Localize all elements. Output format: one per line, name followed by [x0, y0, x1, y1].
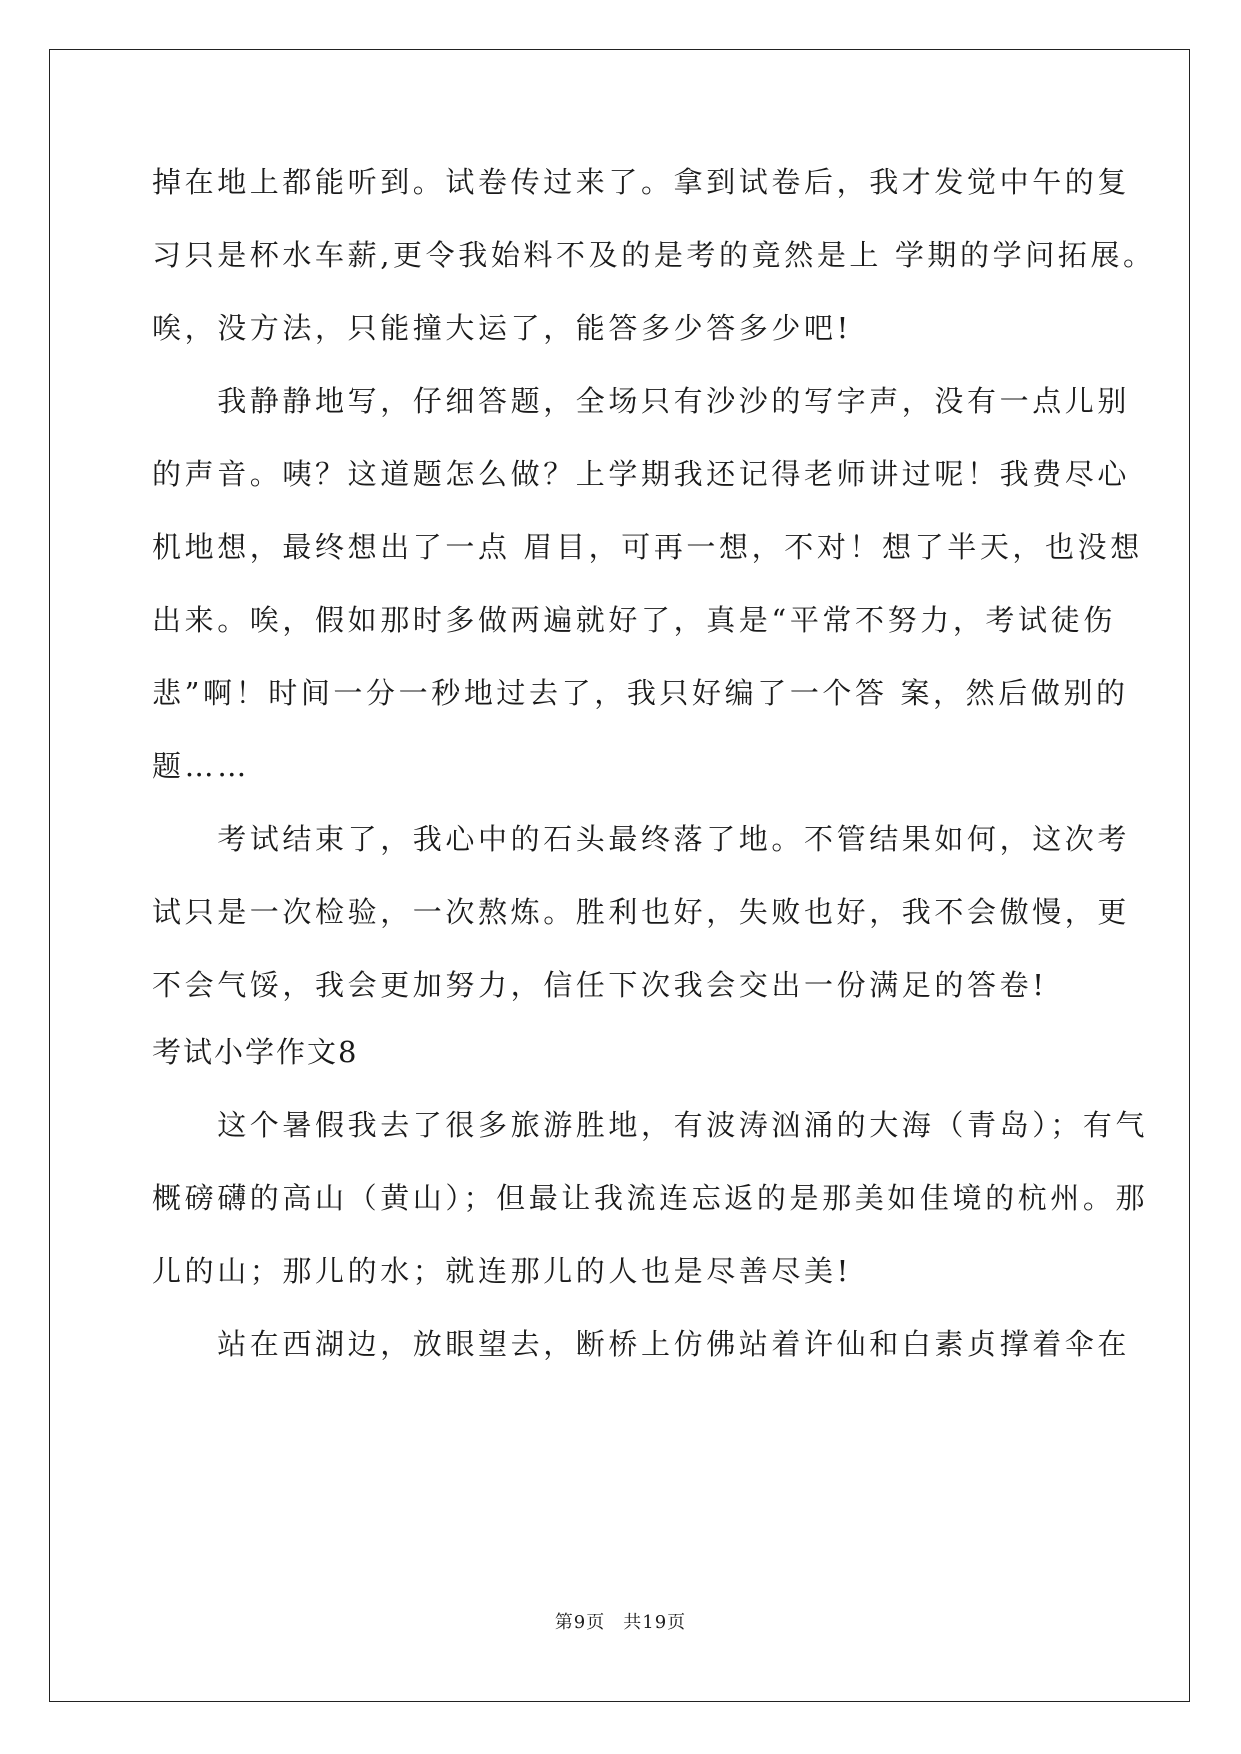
text-line: 试只是一次检验，一次熬炼。胜利也好，失败也好，我不会傲慢，更: [152, 895, 1131, 929]
text-line: 掉在地上都能听到。试卷传过来了。拿到试卷后，我才发觉中午的复: [152, 165, 1131, 199]
text-line: 出来。唉，假如那时多做两遍就好了，真是“平常不努力，考试徒伤: [152, 603, 1116, 637]
text-line: 站在西湖边，放眼望去，断桥上仿佛站着许仙和白素贞撑着伞在: [152, 1327, 1131, 1361]
text-line: 考试结束了，我心中的石头最终落了地。不管结果如何，这次考: [152, 822, 1131, 856]
text-line: 这个暑假我去了很多旅游胜地，有波涛汹涌的大海（青岛）；有气: [152, 1108, 1149, 1142]
text-line: 机地想，最终想出了一点 眉目，可再一想，不对！想了半天，也没想: [152, 530, 1143, 564]
page-number: 第9页: [554, 1612, 606, 1633]
text-line: 唉，没方法，只能撞大运了，能答多少答多少吧!: [152, 311, 852, 345]
text-line: 不会气馁，我会更加努力，信任下次我会交出一份满足的答卷!: [152, 968, 1048, 1002]
text-line: 儿的山；那儿的水；就连那儿的人也是尽善尽美!: [152, 1254, 852, 1288]
text-line: 我静静地写，仔细答题，全场只有沙沙的写字声，没有一点儿别: [152, 384, 1131, 418]
page-total: 共19页: [623, 1612, 687, 1633]
text-line: 题……: [152, 749, 250, 783]
page-border: [49, 49, 1190, 1702]
page-footer: [0, 1611, 1241, 1635]
section-heading: 考试小学作文8: [152, 1035, 359, 1069]
text-line: 悲”啊！时间一分一秒地过去了，我只好编了一个答 案，然后做别的: [152, 676, 1129, 710]
text-line: 习只是杯水车薪,更令我始料不及的是考的竟然是上 学期的学问拓展。: [152, 238, 1156, 272]
text-line: 概磅礴的高山（黄山）；但最让我流连忘返的是那美如佳境的杭州。那: [152, 1181, 1149, 1215]
text-line: 的声音。咦？这道题怎么做？上学期我还记得老师讲过呢！我费尽心: [152, 457, 1131, 491]
